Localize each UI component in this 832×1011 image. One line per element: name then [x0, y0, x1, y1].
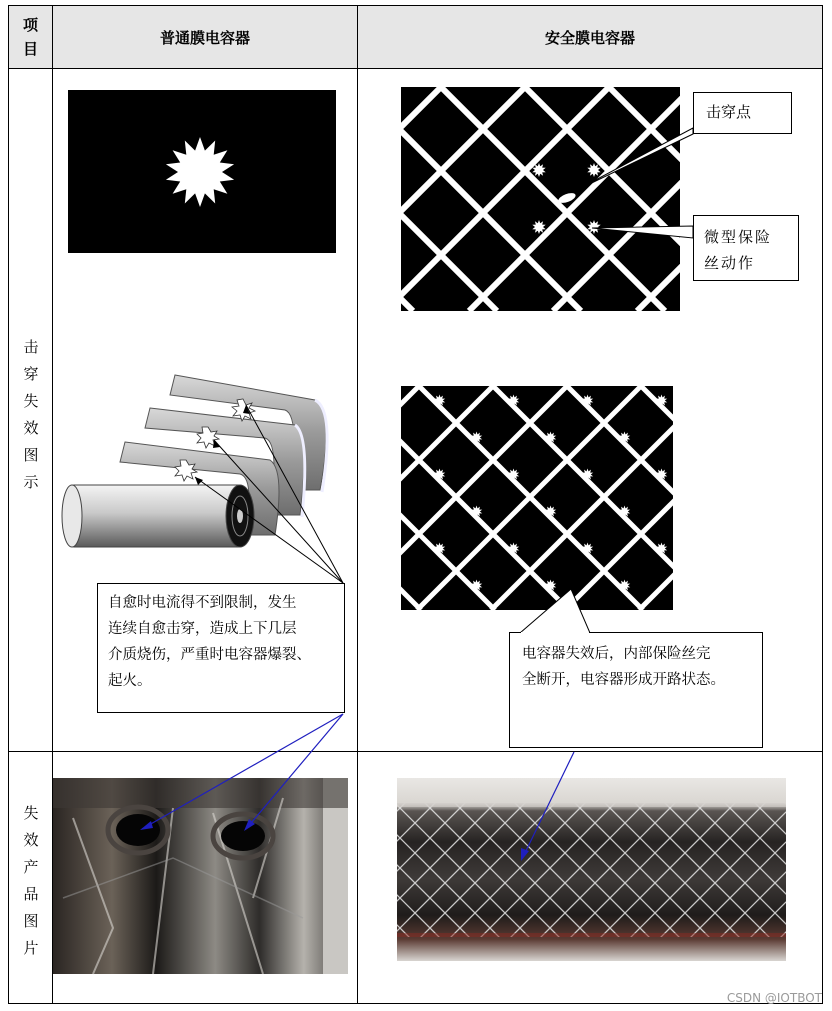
normal-caption-line: 起火。 — [108, 673, 152, 689]
vertical-char: 图 — [23, 446, 39, 464]
vertical-char: 图 — [23, 912, 39, 930]
safety-caption-line: 电容器失效后，内部保险丝完 — [522, 646, 711, 662]
breakdown-point-label-text: 击穿点 — [706, 103, 752, 121]
header-item-label: 项目 — [22, 16, 38, 58]
vertical-char: 效 — [23, 831, 39, 849]
vertical-char: 击 — [23, 338, 39, 356]
normal-caption-line: 介质烧伤，严重时电容器爆裂、 — [108, 647, 311, 663]
vertical-char: 效 — [23, 419, 39, 437]
vertical-char: 片 — [23, 939, 39, 957]
vertical-char: 产 — [23, 858, 39, 876]
micro-fuse-label-text: 微型保险丝动作 — [704, 228, 773, 272]
vertical-char: 失 — [23, 804, 39, 822]
normal-caption-line: 连续自愈击穿，造成上下几层 — [108, 621, 297, 637]
vertical-char: 穿 — [23, 365, 39, 383]
watermark: CSDN @IOTBOT — [726, 991, 822, 1005]
header-normal-label: 普通膜电容器 — [159, 28, 250, 47]
vertical-char: 品 — [23, 885, 39, 903]
normal-caption-line: 自愈时电流得不到限制，发生 — [108, 595, 297, 611]
vertical-char: 失 — [23, 392, 39, 410]
header-safety-label: 安全膜电容器 — [544, 28, 635, 47]
vertical-char: 示 — [23, 473, 39, 491]
safety-caption-line: 全断开，电容器形成开路状态。 — [522, 672, 725, 688]
